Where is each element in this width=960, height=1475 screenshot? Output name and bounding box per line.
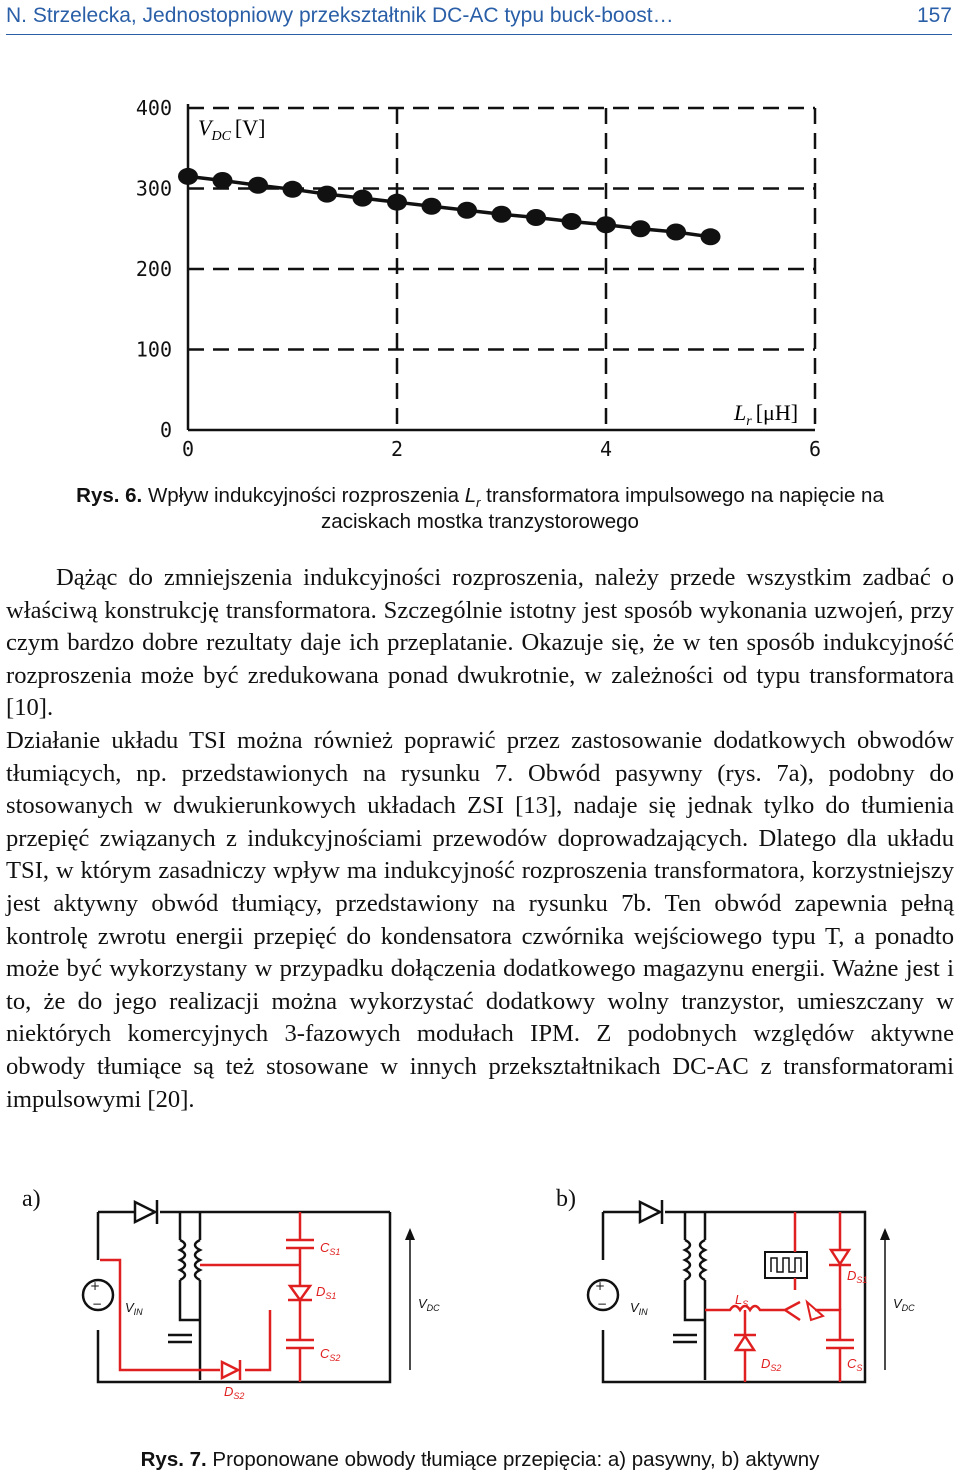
running-header	[6, 2, 952, 32]
vdc-vs-lr-chart	[0, 60, 960, 470]
circuit-a-passive-snubber	[80, 1190, 480, 1410]
figure6-caption-line1	[40, 484, 920, 510]
figure6-caption-text-2: transformatora impulsowego na napięcie na	[486, 484, 884, 507]
y-tick-label-0: 0	[159, 418, 172, 442]
data-point-7	[421, 198, 441, 215]
x-axis-var: L	[734, 400, 747, 425]
circuit-b-cs-label: $C_S$	[847, 1356, 863, 1373]
circuit-b-ds2-label: $D_{S2}$	[761, 1356, 782, 1373]
figure6-caption	[40, 484, 920, 534]
figure7-caption-text: Proponowane obwody tłumiące przepięcia: a) pasywny, b) aktywny	[212, 1448, 820, 1471]
circuit-a-ds2-diode	[222, 1362, 238, 1378]
x-axis-unit: [μH]	[755, 400, 799, 425]
circuit-a-main-diode	[135, 1202, 155, 1222]
x-tick-label-0: 0	[181, 437, 195, 461]
figure7b-label: b)	[556, 1186, 576, 1212]
data-point-8	[457, 202, 477, 219]
circuit-b-winding-right	[700, 1240, 705, 1280]
circuit-b-winding-left	[685, 1240, 690, 1280]
y-tick-label-200: 200	[135, 257, 172, 281]
circuit-b-ds2-diode	[736, 1336, 754, 1350]
data-point-0	[178, 168, 198, 185]
y-axis-var: V	[198, 115, 212, 140]
figure6-caption-var: L	[464, 484, 477, 507]
circuit-a-snubber-network	[100, 1212, 314, 1382]
circuit-b-vin-label: $V_{IN}$	[630, 1300, 648, 1317]
circuit-a-left-bottom	[98, 1212, 330, 1382]
y-axis-sub: DC	[211, 129, 231, 144]
paragraph-2: Działanie układu TSI można również poprawić przez zastosowanie dodatkowych obwodów tłumiących, np. przedstawionych na rysunku 7. Obwód pasywny (rys. 7a), podobny do stosowanych w dwukierunkowych układach ZSI [13], nadaje się jednak tylko do tłumienia przepięć związanych z indukcyjnościami przewodów doprowadzających. Dlatego dla układu TSI, w którym zasadniczy wpływ ma indukcyjność rozproszenia transformatora, korzystniejszy jest aktywny obwód tłumiący, przedstawiony na rysunku 7b. Ten obwód zapewnia pełną kontrolę zwrotu energii przepięć do kondensatora czwórnika wejściowego typu T, a ponadto może być wykorzystany w przypadku dołączenia dodatkowego magazynu energii. Ważne jest i to, że do jego realizacji można wykorzystać dodatkowy wolny tranzystor, umieszczany w niektórych komercyjnych 3-fazowych modułach IPM. Z podobnych względów aktywne obwody tłumiące są też stosowane w innych przekształtnikach DC-AC z transformatorami impulsowymi [20].	[6, 726, 954, 1113]
data-point-11	[562, 213, 582, 230]
svg-text:−: −	[597, 1297, 608, 1311]
data-point-15	[701, 228, 721, 245]
circuit-a-winding-left	[180, 1240, 185, 1280]
data-point-13	[630, 220, 650, 237]
svg-text:−: −	[92, 1297, 103, 1311]
figure6-caption-line2: zaciskach mostka tranzystorowego	[321, 510, 639, 534]
circuit-b-vdc-label: $V_{DC}$	[893, 1296, 915, 1313]
body-text	[6, 562, 954, 1116]
circuit-a-ds2-label: $D_{S2}$	[224, 1384, 245, 1401]
chart-grid	[188, 108, 815, 430]
y-axis-label	[198, 115, 265, 144]
data-point-14	[666, 223, 686, 240]
circuit-a-winding-right	[195, 1240, 200, 1280]
figure6-caption-label: Rys. 6.	[76, 484, 143, 507]
circuit-a-vin-label: $V_{IN}$	[125, 1300, 143, 1317]
data-point-10	[526, 209, 546, 226]
circuit-a-cs1-label: $C_{S1}$	[320, 1240, 341, 1257]
svg-text:+: +	[90, 1279, 101, 1293]
circuit-a-vdc-label: $V_{DC}$	[418, 1296, 440, 1313]
header-rule	[6, 34, 952, 35]
circuit-a-input-cap	[168, 1335, 192, 1342]
x-axis-sub: r	[746, 414, 752, 429]
circuit-b-ls-label: $L_S$	[735, 1292, 749, 1309]
page-number: 157	[916, 4, 952, 27]
data-point-12	[596, 216, 616, 233]
chart-tick-labels	[136, 96, 821, 461]
circuit-b-ds1-label: $D_{S1}$	[847, 1268, 868, 1285]
figure7-caption-label: Rys. 7.	[140, 1448, 207, 1471]
circuit-b-snubber-network	[705, 1212, 854, 1382]
data-point-5	[353, 190, 373, 207]
x-tick-label-6: 6	[808, 437, 822, 461]
circuit-b-ds1-diode	[831, 1250, 849, 1264]
circuit-b-rails	[603, 1212, 868, 1382]
figure6-caption-sub: r	[476, 495, 481, 511]
circuit-b-active-snubber	[585, 1190, 945, 1410]
paragraph-1: Dążąc do zmniejszenia indukcyjności rozproszenia, należy przede wszystkim zadbać o właściwą konstrukcję transformatora. Szczególnie istotny jest sposób wykonania uzwojeń, przy czym bardzo dobre rezultaty daje ich przeplatanie. Okazuje się, że w ten sposób indukcyjność rozproszenia może być zredukowana ponad dwukrotnie, w zależności od typu transformatora [10].	[6, 564, 954, 722]
x-axis-label	[733, 400, 798, 429]
y-tick-label-300: 300	[135, 176, 172, 201]
figure7-caption	[40, 1448, 920, 1472]
circuit-b-main-diode	[640, 1202, 660, 1222]
figure6-caption-text-1: Wpływ indukcyjności rozproszenia	[147, 484, 459, 507]
data-point-2	[248, 177, 268, 194]
figure7a-label: a)	[22, 1186, 41, 1212]
circuit-b-transformer-leads	[685, 1212, 705, 1380]
data-point-3	[283, 181, 303, 198]
circuit-a-ds1-diode	[290, 1286, 310, 1300]
data-point-1	[212, 172, 232, 189]
y-tick-label-100: 100	[135, 337, 172, 362]
circuit-a-transformer-leads	[180, 1212, 200, 1380]
circuit-b-input-cap	[673, 1335, 697, 1342]
data-point-6	[387, 194, 407, 211]
x-tick-label-4: 4	[599, 437, 613, 461]
chart-axes	[188, 104, 815, 430]
svg-text:+: +	[595, 1279, 606, 1293]
circuit-a-cs2-label: $C_{S2}$	[320, 1346, 341, 1363]
y-axis-unit: [V]	[234, 115, 266, 140]
chart-series	[178, 168, 721, 245]
data-point-4	[317, 186, 337, 203]
running-header-title: N. Strzelecka, Jednostopniowy przekształtnik DC-AC typu buck-boost…	[6, 4, 674, 27]
x-tick-label-2: 2	[390, 437, 404, 461]
data-point-9	[492, 206, 512, 223]
circuit-a-ds1-label: $D_{S1}$	[316, 1284, 337, 1301]
y-tick-label-400: 400	[135, 96, 172, 120]
